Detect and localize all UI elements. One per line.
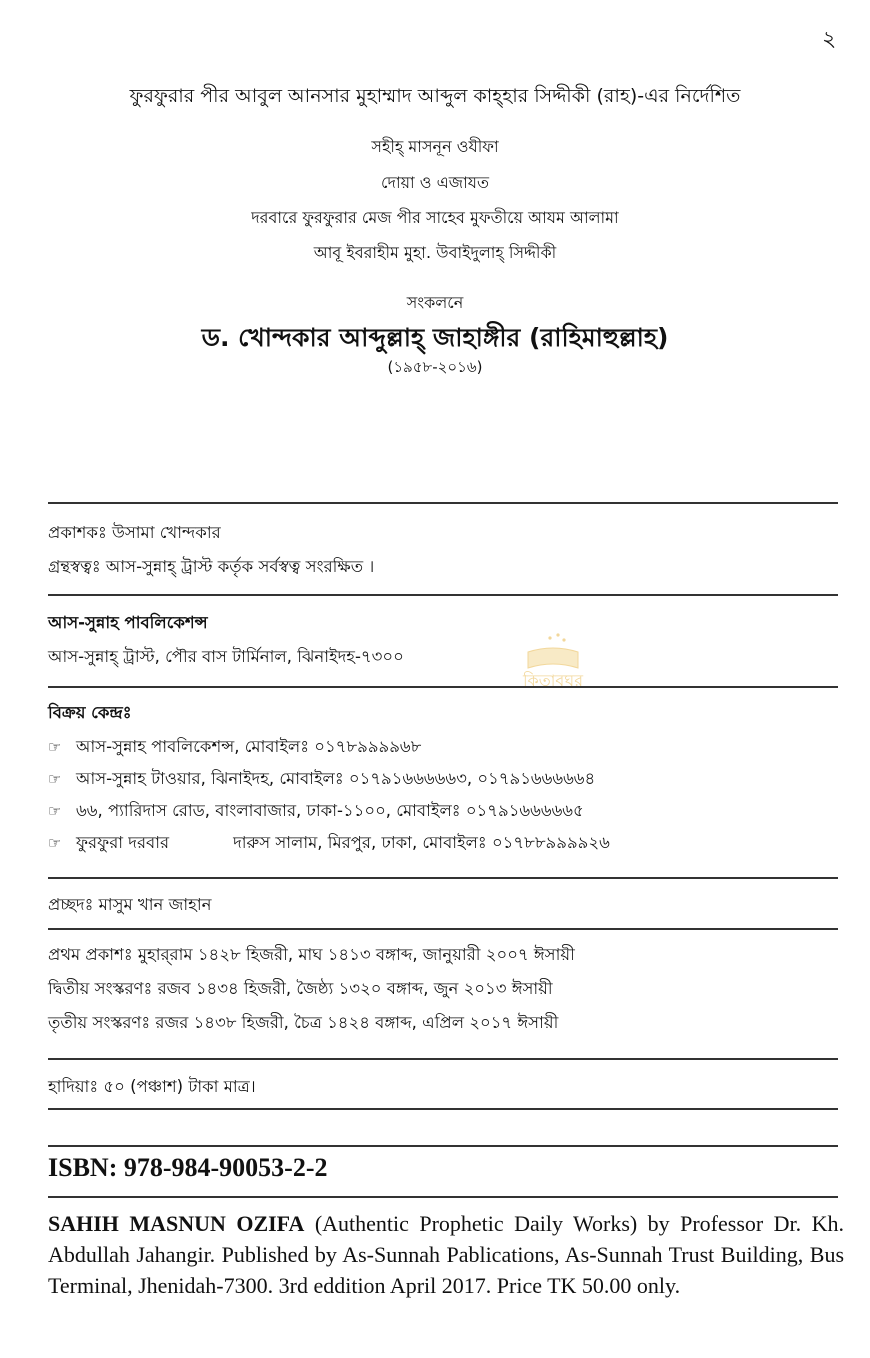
edition-line: তৃতীয় সংস্করণঃ রজর ১৪৩৮ হিজরী, চৈত্র ১৪২৪ বঙ্গাব্দ, এপ্রিল ২০১৭ ঈসায়ী: [48, 1013, 559, 1032]
pointing-hand-icon: ☞: [48, 770, 62, 788]
sales-heading: বিক্রয় কেন্দ্রঃ: [48, 703, 132, 722]
author-years: (১৯৫৮-২০১৬): [387, 358, 483, 376]
sales-item: ☞ ফুরফুরা দরবার দারুস সালাম, মিরপুর, ঢাকা, মোবাইলঃ ০১৭৮৮৯৯৯৯২৬: [48, 833, 610, 852]
cover-designer: প্রচ্ছদঃ মাসুম খান জাহান: [48, 895, 212, 914]
divider: [48, 1145, 838, 1147]
sales-item: ☞ আস-সুন্নাহ টাওয়ার, ঝিনাইদহ, মোবাইলঃ ০১৭৯১৬৬৬৬৬৩, ০১৭৯১৬৬৬৬৬৪: [48, 769, 596, 788]
pointing-hand-icon: ☞: [48, 834, 62, 852]
book-title: সহীহ্ মাসনূন ওযীফা: [371, 137, 499, 156]
compiled-by-label: সংকলনে: [406, 293, 464, 312]
english-description: [48, 1208, 844, 1301]
english-title: SAHIH MASNUN OZIFA: [48, 1211, 305, 1236]
divider: [48, 686, 838, 688]
edition-line: দ্বিতীয় সংস্করণঃ রজব ১৪৩৪ হিজরী, জৈষ্ঠ্য ১৩২০ বঙ্গাব্দ, জুন ২০১৩ ঈসায়ী: [48, 979, 553, 998]
page-number: ২: [822, 27, 837, 52]
divider: [48, 877, 838, 879]
publications-name: আস-সুন্নাহ পাবলিকেশন্স: [48, 613, 208, 632]
isbn: ISBN: 978-984-90053-2-2: [48, 1153, 328, 1182]
author-name: ড. খোন্দকার আব্দুল্লাহ্ জাহাঙ্গীর (রাহিমাহুল্লাহ): [201, 323, 669, 352]
header-line-3: দোয়া ও এজাযত: [381, 173, 489, 192]
sales-item: ☞ আস-সুন্নাহ পাবলিকেশন্স, মোবাইলঃ ০১৭৮৯৯৯৯৬৮: [48, 737, 422, 756]
divider: [48, 502, 838, 504]
divider: [48, 928, 838, 930]
header-line-1: ফুরফুরার পীর আবুল আনসার মুহাম্মাদ আব্দুল কাহ্‌হার সিদ্দীকী (রাহ)-এর নির্দেশিত: [129, 85, 741, 107]
copyright-line: গ্রন্থস্বত্বঃ আস-সুন্নাহ্ ট্রাস্ট কর্তৃক সর্বস্বত্ব সংরক্ষিত ।: [48, 557, 375, 576]
divider: [48, 594, 838, 596]
watermark-text: কিতাবঘর: [522, 671, 584, 690]
publisher-line: প্রকাশকঃ উসামা খোন্দকার: [48, 523, 221, 542]
price-line: হাদিয়াঃ ৫০ (পঞ্চাশ) টাকা মাত্র।: [48, 1077, 256, 1096]
header-line-4: দরবারে ফুরফুরার মেজ পীর সাহেব মুফতীয়ে আযম আলামা: [251, 208, 619, 227]
pointing-hand-icon: ☞: [48, 738, 62, 756]
pointing-hand-icon: ☞: [48, 802, 62, 820]
english-body: (Authentic Prophetic Daily Works) by Professor Dr. Kh. Abdullah Jahangir. Published by As-Sunnah Pablications, As-Sunnah Trust Building, Bus Terminal, Jhenidah-7300. 3rd eddition April 2017. Price TK 50.00 only.: [48, 1211, 844, 1298]
publications-address: আস-সুন্নাহ্ ট্রাস্ট, পৌর বাস টার্মিনাল, ঝিনাইদহ-৭৩০০: [48, 647, 404, 666]
edition-line: প্রথম প্রকাশঃ মুহার্‌রাম ১৪২৮ হিজরী, মাঘ ১৪১৩ বঙ্গাব্দ, জানুয়ারী ২০০৭ ঈসায়ী: [48, 945, 575, 964]
divider: [48, 1058, 838, 1060]
divider: [48, 1108, 838, 1110]
header-line-5: আবূ ইবরাহীম মুহা. উবাইদুলাহ্ সিদ্দীকী: [313, 243, 557, 262]
watermark-logo: [508, 630, 598, 690]
divider: [48, 1196, 838, 1198]
sales-item: ☞ ৬৬, প্যারিদাস রোড, বাংলাবাজার, ঢাকা-১১০০, মোবাইলঃ ০১৭৯১৬৬৬৬৬৫: [48, 801, 584, 820]
